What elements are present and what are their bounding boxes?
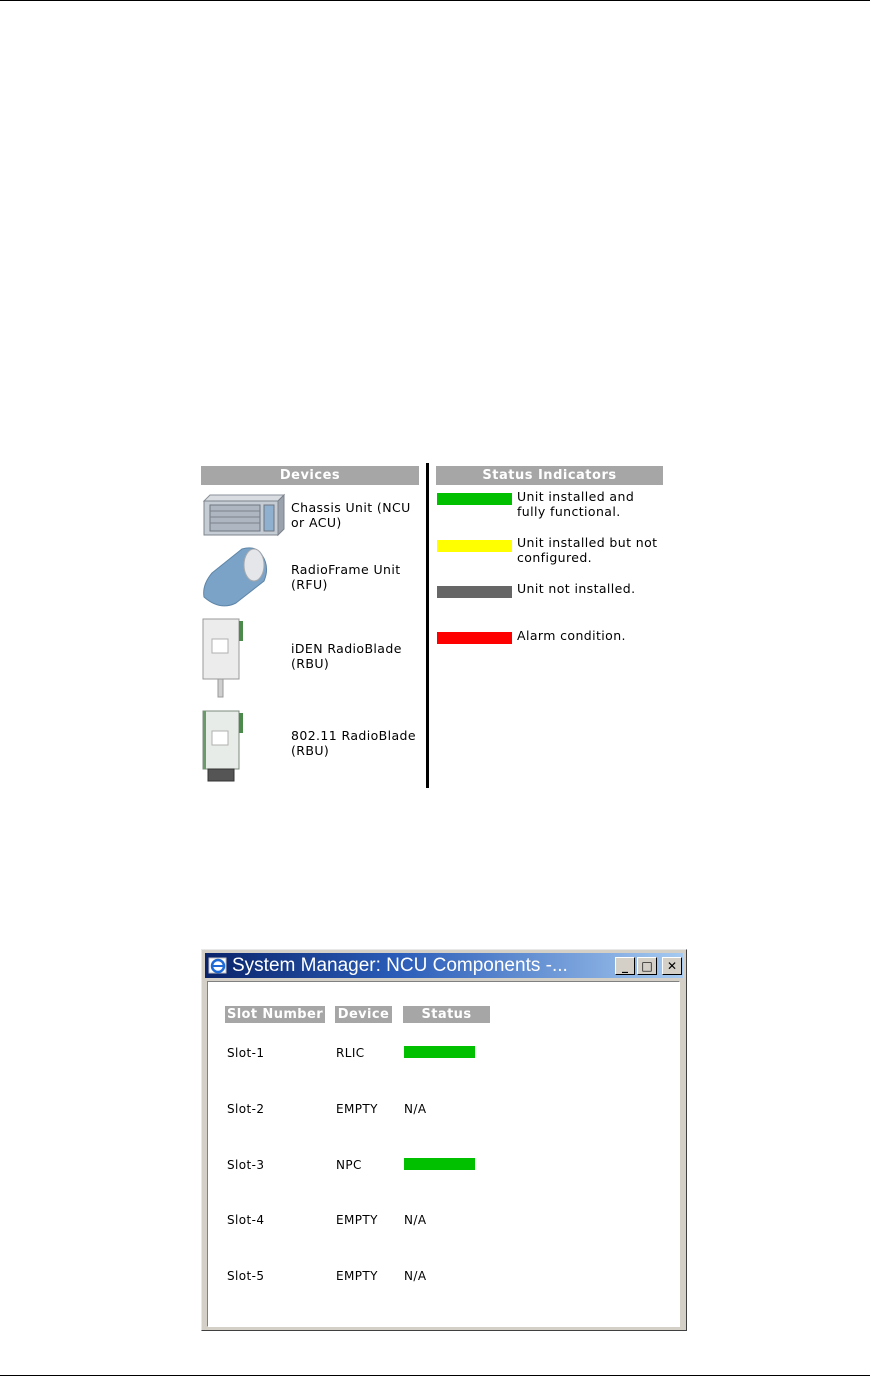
status-label-not-configured: Unit installed but not configured. [517, 535, 658, 565]
column-header-status: Status [403, 1006, 490, 1023]
iden-radioblade-icon [200, 611, 248, 699]
maximize-button[interactable]: □ [637, 957, 657, 975]
device-label-rfu: RadioFrame Unit (RFU) [291, 562, 401, 592]
device-cell: NPC [336, 1158, 362, 1172]
ncu-components-window [201, 949, 687, 1331]
status-bar-green [404, 1158, 475, 1170]
slot-cell: Slot-1 [227, 1046, 265, 1060]
chassis-unit-icon [200, 493, 286, 539]
status-cell: N/A [404, 1269, 427, 1283]
status-swatch-yellow [437, 540, 512, 552]
page-bottom-rule [0, 1375, 870, 1376]
80211-radioblade-icon [200, 703, 248, 787]
page-top-rule [0, 0, 870, 1]
device-label-80211-rbu: 802.11 RadioBlade (RBU) [291, 728, 416, 758]
window-titlebar[interactable] [205, 953, 683, 978]
slot-cell: Slot-2 [227, 1102, 265, 1116]
slot-cell: Slot-3 [227, 1158, 265, 1172]
device-label-chassis: Chassis Unit (NCU or ACU) [291, 500, 411, 530]
device-cell: RLIC [336, 1046, 365, 1060]
minimize-button[interactable]: _ [615, 957, 635, 975]
column-header-slot-number: Slot Number [226, 1007, 324, 1022]
status-swatch-gray [437, 586, 512, 598]
device-label-iden-rbu: iDEN RadioBlade (RBU) [291, 641, 402, 671]
device-cell: EMPTY [336, 1102, 378, 1116]
slot-cell: Slot-4 [227, 1213, 265, 1227]
browser-app-icon [208, 956, 228, 975]
radioframe-unit-icon [200, 545, 270, 609]
device-legend [200, 463, 670, 789]
status-label-not-installed: Unit not installed. [517, 581, 636, 596]
window-client-area [207, 981, 680, 1327]
status-label-alarm: Alarm condition. [517, 628, 626, 643]
window-title: System Manager: NCU Components -... [232, 955, 568, 976]
close-button[interactable]: ✕ [662, 957, 682, 975]
device-cell: EMPTY [336, 1269, 378, 1283]
status-swatch-green [437, 493, 512, 505]
slot-cell: Slot-5 [227, 1269, 265, 1283]
status-indicators-header: Status Indicators [436, 466, 663, 485]
status-cell: N/A [404, 1213, 427, 1227]
status-cell: N/A [404, 1102, 427, 1116]
status-swatch-red [437, 632, 512, 644]
device-cell: EMPTY [336, 1213, 378, 1227]
column-header-device: Device [335, 1006, 392, 1023]
status-bar-green [404, 1046, 475, 1058]
devices-header: Devices [201, 466, 419, 485]
status-label-functional: Unit installed and fully functional. [517, 489, 635, 519]
legend-divider [426, 463, 429, 788]
